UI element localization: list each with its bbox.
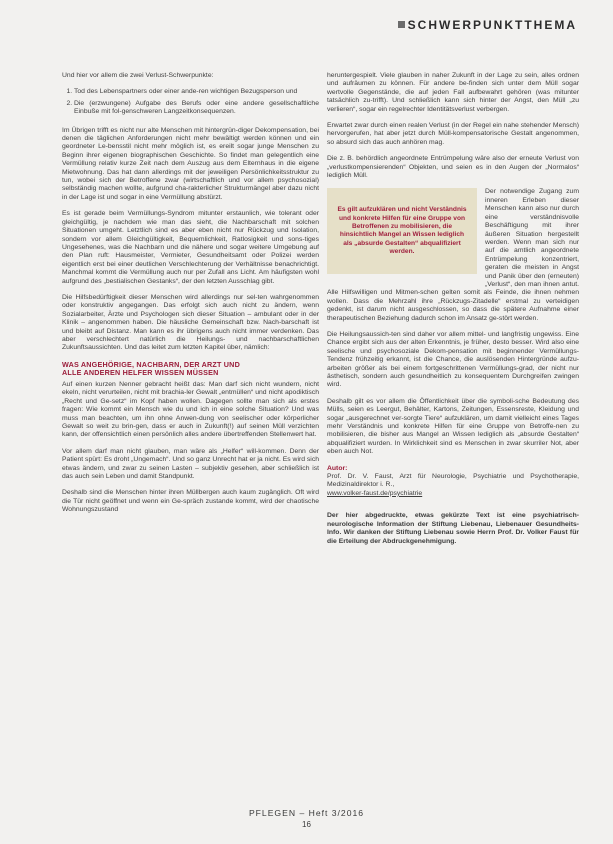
pull-quote-box — [327, 188, 477, 274]
paragraph: Auf einen kurzen Nenner gebracht heißt das: Man darf sich nicht wundern, nicht ekeln, nicht verurteilen, nicht mit brachia-ler Gewalt „entmüllen“ und nicht apodiktisch „Recht und Ge-setz“ im Kopf haben wollen. Dagegen sollte man sich als erstes fragen: Wie kommt ein Mensch wie du und ich in eine solche Situation? Und was muss man beachten, um ihn ohne Anwen-dung von seelischer oder körperlicher Gewalt so weit zu brin-gen, dass er auch in Zukunft(!) auf seinen Müll verzichten kann, der offensichtlich einen persönlich alles andere übertreffenden Stellenwert hat. — [62, 380, 319, 439]
paragraph: Die Heilungsaussich-ten sind daher vor allem mittel- und langfristig ungewiss. Eine Chance ergibt sich aus der alten Erkenntnis, je früher, desto besser. Wird also eine seelische und psychosoziale Dekom-pensation mit beginnender Vermüllungs-Tendenz frühzeitig erkannt, ist die Chance, die auslösenden Hintergründe aufzu-arbeiten größer als bei einem fortgeschrittenen Vermüllungs-grad, der nicht nur ästhetisch, sondern auch gesundheitlich zu konsequentem Durchgreifen zwingen wird. — [327, 330, 579, 389]
paragraph: Deshalb sind die Menschen hinter ihren Müllbergen auch kaum zugänglich. Oft wird die Tür nicht geöffnet und wenn ein Ge-spräch zustande kommt, wird der chaotische Wohnungszustand — [62, 489, 319, 514]
paragraph: Die Hilfsbedürftigkeit dieser Menschen wird allerdings nur sel-ten wahrgenommen oder konstruktiv angegangen. Das erfolgt sich auch nicht zu ändern, wenn Sozialarbeiter, Ärzte und Psychologen sich dieser Situation – ambulant oder in der Klinik – angenommen haben. Die häusliche Gemeinschaft bzw. Nach-barschaft ist und bleibt auf Distanz. Man kann es ihr übrigens auch nicht immer verdenken. Das aber verschlechtert natürlich die Heilungs- und nachbarschaftlichen Zukunftsaussichten. Und das leitet zum letzten Kapitel über, nämlich: — [62, 293, 319, 352]
paragraph-text: Der notwendige Zugang zum inneren Erleben dieser Menschen kann also nur durch eine verständnisvolle Beschäftigung mit ihrer äußeren Situation hergestellt werden. Wenn man sich nur auf die amtlich angeordnete Entrümpelung konzentriert, geraten die meisten in Angst und Panik über den (erneuten) „Verlust“, den man ihnen antut. Alle Hilfswilligen und Mitmen-schen gelten somit als Feinde, die ihnen nehmen wollen. Dass die Mehrzahl ihre „Rückzugs-Zitadelle“ erstmal zu verteidigen gedenkt, ist darum nicht ausgeschlossen, so dass die spätere Aufnahme einer therapeutischen Beziehung dadurch schon im Ansatz ge-stört werden. — [327, 188, 579, 322]
list-item: 2. Die (erzwungene) Aufgabe des Berufs oder eine andere gesellschaftliche Einbuße mit fol-genschweren Langzeitkonsequenzen. — [74, 100, 319, 117]
right-column — [327, 72, 579, 546]
page-number: 16 — [302, 820, 311, 829]
subheading-line: ALLE ANDEREN HELFER WISSEN MÜSSEN — [62, 368, 219, 378]
author-label: Autor: — [327, 464, 348, 472]
paragraph: Es ist gerade beim Vermüllungs-Syndrom mitunter erstaunlich, wie tolerant oder gleichgültig, je nachdem wie man das sieht, die Nachbarschaft mit solchen Situationen umgeht. Letztlich sind es aber eben nicht nur Rückzug und Isolation, sondern vor allem Gleichgültigkeit, Bequemlichkeit, Ratlosigkeit und sons-tiges Ungesehenes, was die Nachbarn und die nähere und sogar weitere Umgebung auf den Plan ruft: Hausmeister, Vermieter, Gesundheitsamt oder Polizei werden eigentlich erst bei einer deutlichen Verschlechterung der Verhältnisse benachrichtigt. Manchmal kommt die Vermüllung auch nur per Zufall ans Licht. Am häufigsten wohl aufgrund des „bestialischen Gestanks“, der den letzten Ausschlag gibt. — [62, 210, 319, 285]
pull-quote-text: Es gilt aufzuklären und nicht Verständnis und konkrete Hilfen für eine Gruppe von Betroffenen zu mobilisieren, die hinsichtlich Mangel an Wissen lediglich als „absurde Gestalten“ abqualifiziert werden. — [337, 206, 467, 256]
page-footer — [0, 808, 613, 829]
paragraph — [327, 188, 579, 323]
paragraph: Im Übrigen trifft es nicht nur alte Menschen mit hintergrün-diger Dekompensation, bei denen die täglichen Anforderungen nicht mehr bewältigt werden können und ein geordneter Le-bensstil nicht mehr möglich ist, es ereilt sogar junge Menschen zu Beginn ihrer eigenen biographischen Geschichte. So findet man gelegentlich eine Vermüllung relativ kurze Zeit nach dem Auszug aus dem Elternhaus in die eigene Mietwohnung. Das hat dann allerdings mit der jeweiligen Persönlichkeitsstruktur zu tun, wobei sich der Betroffene zwar (wirtschaftlich und vor allem psychosozial) selbständig machen wollte, aufgrund cha-rakterlicher Strukturmängel aber dazu nicht in der Lage ist und sogar in eine Vermüllung abstürzt. — [62, 126, 319, 201]
paragraph: heruntergespielt. Viele glauben in naher Zukunft in der Lage zu sein, alles ordnen und aufräumen zu können. Für andere be-finden sich unter dem Müll sogar wertvolle Gegenstände, die auf jeden Fall aufbewahrt gehören (was mitunter tatsächlich zu-trifft). Und schließlich kann sich hinter der Angst, den Müll „zu verlieren“, sogar ein regelrechter Identitätsverlust verbergen. — [327, 72, 579, 113]
reprint-notice: Der hier abgedruckte, etwas gekürzte Text ist eine psychiatrisch-neurologische Information der Stiftung Liebenau, Liebenauer Gesundheits-Info. Wir danken der Stiftung Liebenau sowie Herrn Prof. Dr. Volker Faust für die Erteilung der Abdruckgenehmigung. — [327, 512, 579, 545]
subheading — [62, 361, 319, 378]
paragraph: Erwartet zwar durch einen realen Verlust (in der Regel ein nahe stehender Mensch) hervorgerufen, hat aber jetzt durch Müll-kompensatorische Gestalt angenommen, so absurd sich das auch anhören mag. — [327, 122, 579, 146]
intro-text: Und hier vor allem die zwei Verlust-Schwerpunkte: — [62, 72, 214, 79]
paragraph: Deshalb gilt es vor allem die Öffentlichkeit über die symboli-sche Bedeutung des Mülls, seien es Leergut, Behälter, Kartons, Zeitungen, Essensreste, Kleidung und sogar „ausgerechnet ver-sorgte Tiere“ aufzuklären, um damit vielleicht eines Tages mehr Verständnis und konkrete Hilfen für eine Gruppe von Betroffe-nen zu mobilisieren, die bisher aus Mangel an Wissen lediglich als „absurde Gestalten“ abqualifiziert wurden. In Wirklichkeit sind es Menschen in zwar skurriler Not, aber eben auch Not. — [327, 397, 579, 456]
author-link[interactable]: www.volker-faust.de/psychiatrie — [327, 489, 423, 497]
left-column — [62, 72, 319, 523]
section-header — [398, 18, 577, 32]
author-block — [327, 465, 579, 499]
loss-list — [62, 88, 319, 116]
paragraph: Die z. B. behördlich angeordnete Entrümpelung wäre also der erneute Verlust von „verlustkompensierenden“ Objekten, und seien es in den Augen der „Normalos“ lediglich Müll. — [327, 155, 579, 180]
section-title: SCHWERPUNKTTHEMA — [407, 18, 577, 32]
subheading-line: WAS ANGEHÖRIGE, NACHBARN, DER ARZT UND — [62, 359, 240, 369]
list-item: 1. Tod des Lebenspartners oder einer ande-ren wichtigen Bezugsperson und — [74, 88, 319, 96]
pull-quote-wrap — [327, 188, 479, 278]
header-square-icon — [398, 21, 405, 28]
author-name: Prof. Dr. V. Faust, Arzt für Neurologie, Psychiatrie und Psychotherapie, Medizinaldirektor i. R., — [327, 473, 579, 489]
issue-label: PFLEGEN – Heft 3/2016 — [248, 808, 365, 818]
paragraph: Vor allem darf man nicht glauben, man wäre als „Helfer“ will-kommen. Denn der Patient spürt: Es droht „Ungemach“. Und so ganz Unrecht hat er ja nicht. Es wird sich etwas ändern, und zwar zu seinen Lasten – subjektiv gesehen, aber schließlich ist das auch sein Leben und damit Standpunkt. — [62, 447, 319, 481]
